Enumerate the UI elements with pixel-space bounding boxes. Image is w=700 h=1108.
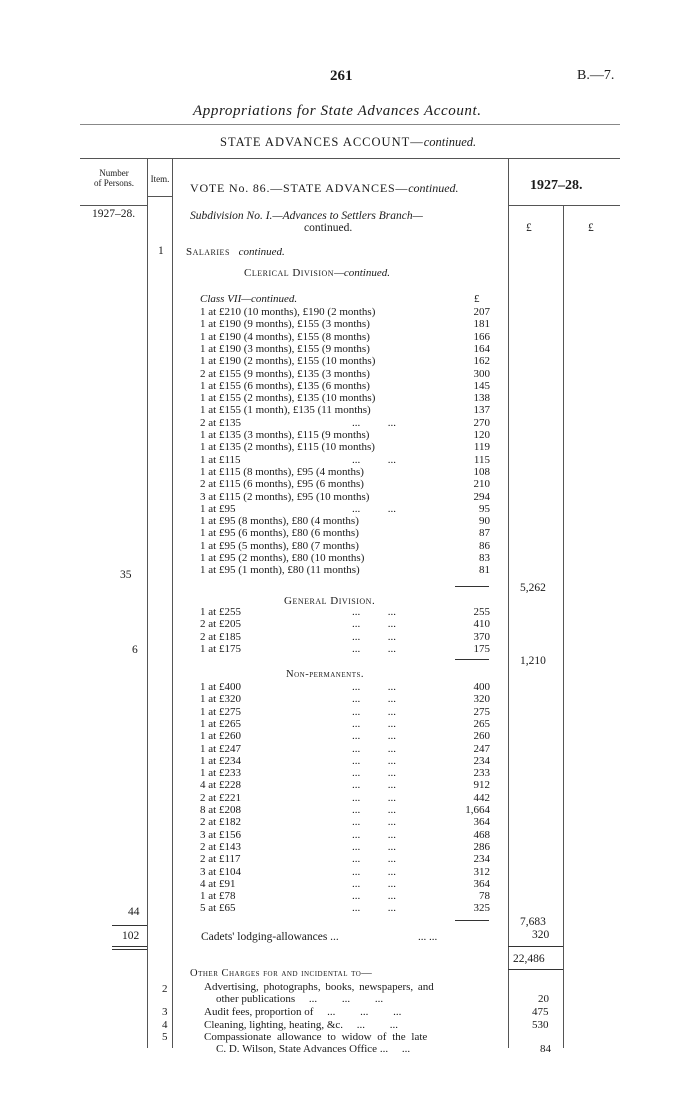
row-description: 2 at £117: [200, 853, 241, 866]
number-of-persons-header: [84, 168, 144, 188]
other-item-4-amount: 530: [532, 1019, 549, 1031]
persons-header-line2: of Persons.: [94, 178, 134, 188]
other-item-5-line1: Compassionate allowance to widow of the late: [204, 1031, 428, 1043]
table-row: [200, 368, 490, 381]
row-description: 1 at £135 (2 months), £115 (10 months): [200, 441, 375, 454]
table-row: [200, 829, 490, 842]
year-header: 1927–28.: [530, 178, 583, 193]
persons-total-rule-bottom2: [112, 949, 147, 950]
row-description: 1 at £78: [200, 890, 236, 903]
table-row: [200, 540, 490, 553]
row-amount: 81: [479, 564, 490, 577]
table-row: [200, 564, 490, 577]
row-description: 1 at £95 (2 months), £80 (10 months): [200, 552, 365, 564]
row-amount: 442: [473, 791, 490, 804]
document-reference: B.—7.: [577, 68, 615, 83]
row-description: 2 at £143: [200, 840, 241, 853]
other-item-5-number: 5: [162, 1031, 168, 1043]
row-description: 1 at £247: [200, 742, 241, 755]
col-divider-persons: [147, 158, 148, 1048]
row-description: 3 at £156: [200, 828, 241, 841]
row-leader-dots: ... ...: [352, 618, 396, 631]
head-rule-right: [508, 205, 620, 206]
grand-total-rule: [508, 946, 563, 947]
row-amount: 162: [473, 355, 490, 368]
row-leader-dots: ... ...: [352, 642, 396, 655]
row-description: 1 at £155 (6 months), £135 (6 months): [200, 379, 370, 392]
salaries-heading: [186, 246, 285, 258]
table-row: [200, 792, 490, 805]
row-amount: 270: [473, 416, 490, 429]
table-row: [200, 718, 490, 731]
table-row: [200, 343, 490, 356]
row-amount: 364: [473, 816, 490, 829]
general-division-heading: General Division.: [284, 595, 376, 607]
row-description: 1 at £155 (2 months), £135 (10 months): [200, 392, 376, 405]
general-persons: 6: [132, 644, 138, 656]
cadets-lodging-label: Cadets' lodging-allowances ...: [201, 931, 339, 943]
row-description: 1 at £115 (8 months), £95 (4 months): [200, 465, 364, 478]
row-leader-dots: ... ...: [352, 717, 396, 730]
row-leader-dots: ... ...: [352, 453, 396, 466]
table-row: [200, 331, 490, 344]
row-amount: 364: [473, 877, 490, 890]
row-leader-dots: ... ...: [352, 754, 396, 767]
table-row: [200, 706, 490, 719]
vote-title-main: VOTE No. 86.—STATE ADVANCES—: [190, 181, 409, 195]
persons-total-rule-top: [112, 925, 147, 926]
pound-header-col2: £: [588, 222, 594, 234]
general-total: 1,210: [520, 655, 546, 667]
row-leader-dots: ... ...: [352, 779, 396, 792]
table-row: [200, 515, 490, 528]
table-row: [200, 841, 490, 854]
row-amount: 410: [473, 618, 490, 631]
vote-title-continued: continued.: [408, 181, 459, 195]
row-description: 1 at £155 (1 month), £135 (11 months): [200, 404, 371, 417]
table-row: [200, 890, 490, 903]
row-amount: 207: [473, 306, 490, 318]
row-leader-dots: ... ...: [352, 767, 396, 780]
row-leader-dots: ... ...: [352, 816, 396, 829]
table-row: [200, 816, 490, 829]
row-leader-dots: ... ...: [352, 853, 396, 866]
table-row: [200, 454, 490, 467]
nonperm-persons: 44: [128, 906, 140, 918]
item-header: Item.: [150, 174, 170, 184]
row-leader-dots: ... ...: [352, 791, 396, 804]
head-rule-left: [80, 205, 147, 206]
row-amount: 166: [473, 330, 490, 343]
row-amount: 95: [479, 502, 490, 515]
row-amount: 87: [479, 527, 490, 540]
table-row: [200, 355, 490, 368]
row-amount: 1,664: [465, 804, 490, 816]
row-description: 1 at £233: [200, 767, 241, 780]
row-amount: 108: [473, 465, 490, 478]
clerical-heading-continued: —continued.: [334, 267, 390, 279]
row-amount: 210: [473, 478, 490, 491]
subtitle-main: STATE ADVANCES ACCOUNT—: [220, 135, 424, 149]
col-divider-amount1: [508, 158, 509, 1048]
subtitle-continued: continued.: [423, 135, 477, 149]
row-leader-dots: ... ...: [352, 502, 396, 515]
row-description: 1 at £190 (2 months), £155 (10 months): [200, 355, 376, 368]
class-vii-label: Class VII—continued.: [200, 293, 298, 305]
nonperm-total: 7,683: [520, 916, 546, 928]
row-description: 1 at £190 (3 months), £155 (9 months): [200, 342, 370, 355]
persons-header-line1: Number: [99, 168, 129, 178]
row-amount: 255: [473, 606, 490, 618]
table-row: [200, 404, 490, 417]
nonperm-subtotal-rule: [455, 920, 489, 921]
row-description: 1 at £95 (6 months), £80 (6 months): [200, 527, 359, 540]
persons-total-rule-bottom: [112, 946, 147, 947]
table-row: [200, 503, 490, 516]
row-description: 1 at £234: [200, 754, 241, 767]
row-amount: 120: [473, 429, 490, 441]
table-row: [200, 527, 490, 540]
row-description: 1 at £265: [200, 717, 241, 730]
table-row: [200, 441, 490, 454]
row-amount: 370: [473, 630, 490, 643]
row-description: 5 at £65: [200, 902, 236, 915]
row-amount: 294: [473, 490, 490, 503]
table-top-rule: [80, 158, 620, 159]
other-item-2-amount: 20: [538, 993, 549, 1005]
row-amount: 233: [473, 767, 490, 780]
row-leader-dots: ... ...: [352, 730, 396, 743]
row-amount: 312: [473, 865, 490, 878]
row-leader-dots: ... ...: [352, 828, 396, 841]
table-row: [200, 878, 490, 891]
row-leader-dots: ... ...: [352, 804, 396, 816]
subdivision-line1: Subdivision No. I.—Advances to Settlers Branch—: [190, 210, 423, 222]
non-permanents-heading: Non-permanents.: [286, 669, 364, 680]
clerical-persons: 35: [120, 569, 132, 581]
row-amount: 181: [473, 318, 490, 331]
table-row: [200, 417, 490, 430]
table-row: [200, 804, 490, 817]
row-leader-dots: ... ...: [352, 840, 396, 853]
table-row: [200, 392, 490, 405]
row-amount: 234: [473, 853, 490, 866]
row-description: 2 at £155 (9 months), £135 (3 months): [200, 367, 370, 380]
clerical-subtotal-rule: [455, 586, 489, 587]
table-row: [200, 853, 490, 866]
row-description: 1 at £400: [200, 681, 241, 693]
row-leader-dots: ... ...: [352, 606, 396, 618]
row-amount: 300: [473, 367, 490, 380]
table-row: [200, 866, 490, 879]
row-description: 1 at £275: [200, 705, 241, 718]
other-item-3-number: 3: [162, 1006, 168, 1018]
row-leader-dots: ... ...: [352, 693, 396, 706]
row-amount: 138: [473, 392, 490, 405]
row-leader-dots: ... ...: [352, 877, 396, 890]
table-row: [200, 491, 490, 504]
row-amount: 175: [473, 642, 490, 655]
row-description: 1 at £115: [200, 453, 241, 466]
row-amount: 912: [473, 779, 490, 792]
table-row: [200, 380, 490, 393]
general-subtotal-rule: [455, 659, 489, 660]
salaries-continued: continued.: [238, 246, 285, 258]
row-description: 1 at £190 (4 months), £155 (8 months): [200, 330, 370, 343]
row-amount: 468: [473, 828, 490, 841]
pound-header-col1: £: [526, 222, 532, 234]
subdivision-line2: continued.: [304, 222, 353, 234]
table-row: [200, 552, 490, 565]
running-title: Appropriations for State Advances Account.: [193, 103, 482, 119]
table-row: [200, 755, 490, 768]
row-description: 8 at £208: [200, 804, 241, 816]
other-item-2-number: 2: [162, 983, 168, 995]
row-description: 2 at £221: [200, 791, 241, 804]
table-row: [200, 743, 490, 756]
table-row: [200, 767, 490, 780]
col-divider-item: [172, 158, 173, 1048]
table-row: [200, 730, 490, 743]
vote-title: [190, 181, 459, 196]
cadets-amount: 320: [532, 929, 550, 941]
row-amount: 247: [473, 742, 490, 755]
row-description: 1 at £320: [200, 693, 241, 706]
row-amount: 115: [473, 453, 490, 466]
head-rule-item: [147, 196, 172, 197]
col-divider-amount2: [563, 205, 564, 1048]
clerical-division-heading: [244, 267, 390, 279]
table-row: [200, 429, 490, 442]
table-row: [200, 606, 490, 619]
row-leader-dots: ... ...: [352, 630, 396, 643]
clerical-total: 5,262: [520, 582, 546, 594]
other-item-2-line1: Advertising, photographs, books, newspapers, and: [204, 981, 434, 993]
table-row: [200, 478, 490, 491]
header-rule: [80, 124, 620, 125]
table-row: [200, 779, 490, 792]
section-subtitle: [220, 135, 476, 150]
row-amount: 320: [473, 693, 490, 706]
row-description: 2 at £185: [200, 630, 241, 643]
row-amount: 275: [473, 705, 490, 718]
table-row: [200, 318, 490, 331]
row-amount: 137: [473, 404, 490, 417]
table-row: [200, 902, 490, 915]
row-amount: 83: [479, 552, 490, 564]
table-row: [200, 618, 490, 631]
row-description: 2 at £115 (6 months), £95 (6 months): [200, 478, 364, 491]
row-description: 4 at £228: [200, 779, 241, 792]
row-description: 3 at £115 (2 months), £95 (10 months): [200, 490, 370, 503]
other-item-2-line2: other publications ... ... ...: [216, 993, 384, 1005]
row-leader-dots: ... ...: [352, 742, 396, 755]
row-amount: 90: [479, 515, 490, 528]
row-description: 2 at £135: [200, 416, 241, 429]
table-row: [200, 681, 490, 694]
row-amount: 86: [479, 539, 490, 552]
other-item-3-amount: 475: [532, 1006, 549, 1018]
row-amount: 119: [473, 441, 490, 454]
other-item-4-line1: Cleaning, lighting, heating, &c. ... ...: [204, 1019, 399, 1031]
grand-total: 22,486: [513, 953, 545, 965]
table-row: [200, 306, 490, 319]
row-leader-dots: ... ...: [352, 865, 396, 878]
table-row: [200, 643, 490, 656]
persons-total: 102: [122, 930, 140, 942]
other-item-5-line2: C. D. Wilson, State Advances Office ... ...: [216, 1043, 411, 1055]
clerical-heading-text: Clerical Division: [244, 267, 335, 279]
row-description: 1 at £175: [200, 642, 241, 655]
row-amount: 145: [473, 379, 490, 392]
salaries-label: Salaries: [186, 246, 230, 258]
row-description: 1 at £95: [200, 502, 236, 515]
row-description: 1 at £210 (10 months), £190 (2 months): [200, 306, 376, 318]
row-description: 3 at £104: [200, 865, 241, 878]
row-amount: 260: [473, 730, 490, 743]
row-description: 4 at £91: [200, 877, 236, 890]
class-pound-sign: £: [474, 293, 480, 305]
row-description: 1 at £135 (3 months), £115 (9 months): [200, 429, 370, 441]
row-leader-dots: ... ...: [352, 705, 396, 718]
row-description: 1 at £255: [200, 606, 241, 618]
row-leader-dots: ... ...: [352, 681, 396, 693]
row-description: 1 at £95 (1 month), £80 (11 months): [200, 564, 360, 577]
row-description: 1 at £260: [200, 730, 241, 743]
row-amount: 265: [473, 717, 490, 730]
row-amount: 164: [473, 342, 490, 355]
row-description: 1 at £190 (9 months), £155 (3 months): [200, 318, 370, 331]
row-amount: 78: [479, 890, 490, 903]
row-description: 2 at £182: [200, 816, 241, 829]
row-leader-dots: ... ...: [352, 890, 396, 903]
salaries-item-number: 1: [158, 245, 164, 257]
row-amount: 400: [473, 681, 490, 693]
other-charges-heading: Other Charges for and incidental to—: [190, 968, 373, 979]
cadets-dots: ... ...: [418, 931, 438, 943]
row-amount: 325: [473, 902, 490, 915]
grand-total-rule-bottom: [508, 969, 563, 970]
row-leader-dots: ... ...: [352, 416, 396, 429]
row-amount: 286: [473, 840, 490, 853]
row-amount: 234: [473, 754, 490, 767]
other-item-5-amount: 84: [540, 1043, 551, 1055]
row-description: 1 at £95 (5 months), £80 (7 months): [200, 539, 359, 552]
table-row: [200, 631, 490, 644]
table-row: [200, 693, 490, 706]
page-number: 261: [330, 68, 353, 84]
other-item-3-line1: Audit fees, proportion of ... ... ...: [204, 1006, 402, 1018]
table-row: [200, 466, 490, 479]
row-description: 1 at £95 (8 months), £80 (4 months): [200, 515, 359, 528]
year-label-left: 1927–28.: [92, 208, 136, 220]
row-description: 2 at £205: [200, 618, 241, 631]
row-leader-dots: ... ...: [352, 902, 396, 915]
other-item-4-number: 4: [162, 1019, 168, 1031]
